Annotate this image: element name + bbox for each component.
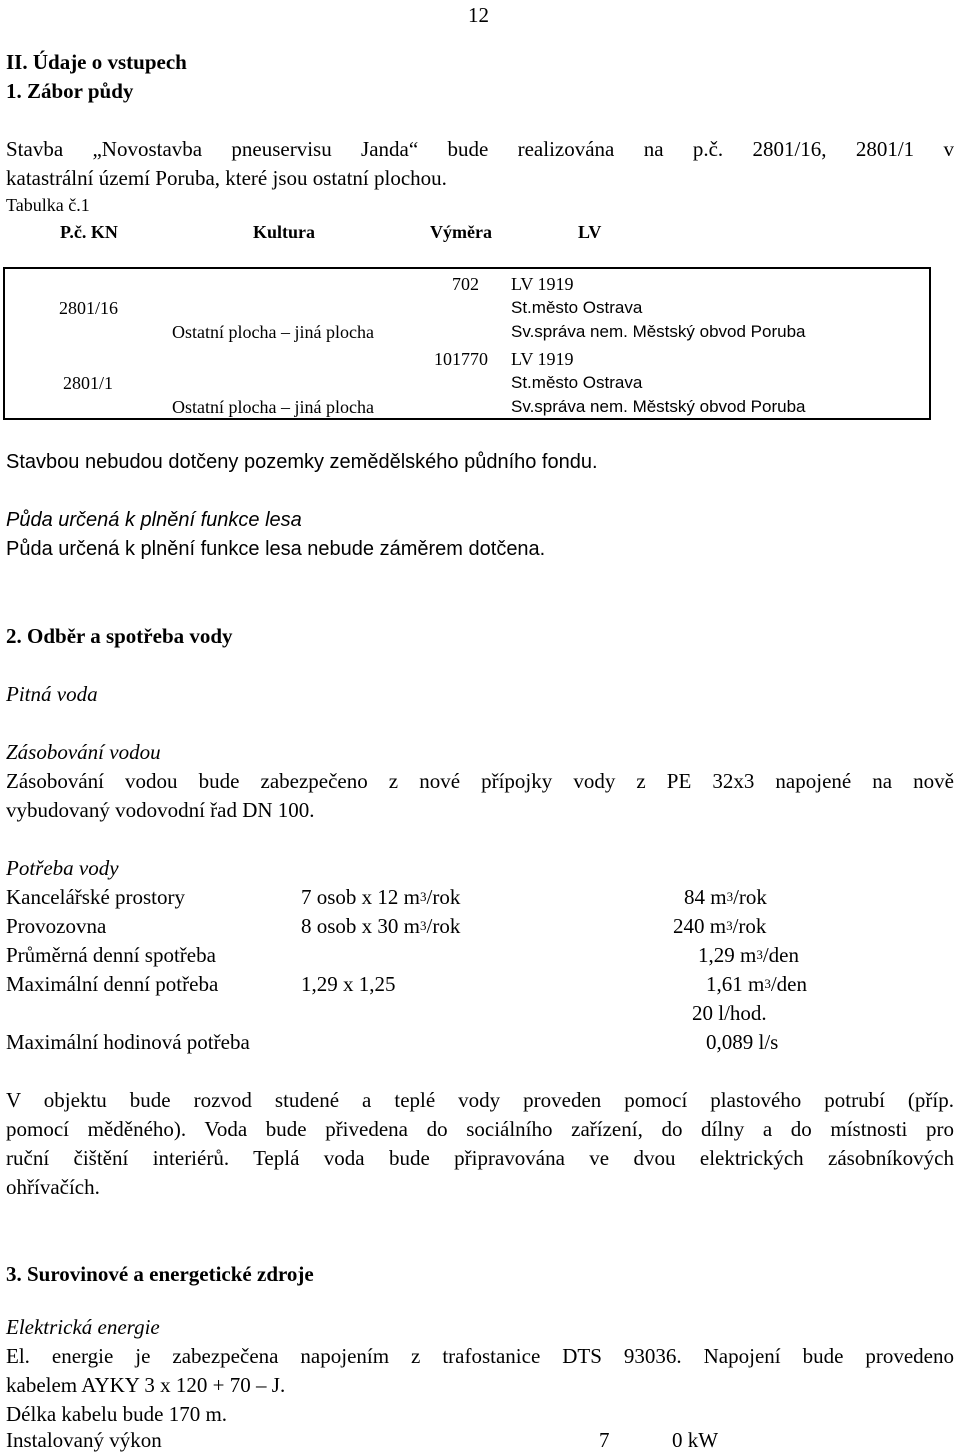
water-supply-line-1: Zásobování vodou bude zabezpečeno z nové přípojky vody z PE 32x3 napojené na nově bbox=[6, 769, 954, 793]
page-number: 12 bbox=[468, 3, 489, 27]
water-distribution-line-4: ohřívačích. bbox=[6, 1175, 100, 1199]
water-need-calc-office: 7 osob x 12 $m^3$/rok bbox=[301, 885, 461, 909]
zpf-note: Stavbou nebudou dotčeny pozemky zemědělského půdního fondu. bbox=[6, 451, 598, 473]
table-row-2-lv-admin: Sv.správa nem. Městský obvod Poruba bbox=[511, 397, 806, 416]
water-need-calc-workshop: 8 osob x 30 $m^3$/rok bbox=[301, 914, 461, 938]
table-row-2-parcel: 2801/1 bbox=[63, 373, 114, 393]
table-row-1-culture: Ostatní plocha – jiná plocha bbox=[172, 322, 374, 342]
electric-energy-line-3: Délka kabelu bude 170 m. bbox=[6, 1402, 228, 1426]
water-need-label-average: Průměrná denní spotřeba bbox=[6, 943, 216, 967]
installed-power-value-a: 7 bbox=[599, 1428, 610, 1452]
section-heading: II. Údaje o vstupech bbox=[6, 50, 187, 74]
drinking-water-title: Pitná voda bbox=[6, 682, 98, 706]
table-header-culture: Kultura bbox=[253, 222, 316, 242]
intro-line-1: Stavba „Novostavba pneuservisu Janda“ bude realizována na p.č. 2801/16, 2801/1 v bbox=[6, 137, 954, 161]
water-need-result-hourly-flow: 20 l/hod. bbox=[692, 1001, 767, 1025]
table-row-2-lv-number: LV 1919 bbox=[511, 349, 574, 369]
installed-power-value-b: 0 kW bbox=[672, 1428, 719, 1452]
water-need-result-workshop: 240 $m^3$/rok bbox=[673, 914, 767, 938]
subsection-heading-land: 1. Zábor půdy bbox=[6, 79, 134, 103]
water-need-label-max-daily: Maximální denní potřeba bbox=[6, 972, 219, 996]
table-row-2-culture: Ostatní plocha – jiná plocha bbox=[172, 397, 374, 417]
water-need-label-max-hourly: Maximální hodinová potřeba bbox=[6, 1030, 250, 1054]
table-header-parcel: P.č. KN bbox=[60, 222, 118, 242]
water-need-result-average: 1,29 $m^3$/den bbox=[698, 943, 799, 967]
installed-power-label: Instalovaný výkon bbox=[6, 1428, 162, 1452]
table-row-1-lv-admin: Sv.správa nem. Městský obvod Poruba bbox=[511, 322, 806, 341]
table-header-lv: LV bbox=[578, 222, 602, 242]
water-distribution-line-2: pomocí měděného). Voda bude přivedena do sociálního zařízení, do dílny a do místnosti pro bbox=[6, 1117, 954, 1141]
energy-heading: 3. Surovinové a energetické zdroje bbox=[6, 1262, 314, 1286]
table-row-1-lv-number: LV 1919 bbox=[511, 274, 574, 294]
water-need-label-office: Kancelářské prostory bbox=[6, 885, 186, 909]
water-need-label-workshop: Provozovna bbox=[6, 914, 107, 938]
water-distribution-line-3: ruční čištění interiérů. Teplá voda bude připravována ve dvou elektrických zásobníkových bbox=[6, 1146, 954, 1170]
water-supply-line-2: vybudovaný vodovodní řad DN 100. bbox=[6, 798, 315, 822]
table-row-1-area: 702 bbox=[452, 274, 479, 294]
water-supply-title: Zásobování vodou bbox=[6, 740, 161, 764]
electric-energy-title: Elektrická energie bbox=[6, 1315, 160, 1339]
table-caption: Tabulka č.1 bbox=[6, 195, 90, 215]
table-row-1-lv-owner: St.město Ostrava bbox=[511, 298, 643, 317]
table-row-2-area: 101770 bbox=[434, 349, 488, 369]
water-need-calc-max-daily: 1,29 x 1,25 bbox=[301, 972, 396, 996]
intro-line-2: katastrální území Poruba, které jsou ostatní plochou. bbox=[6, 166, 447, 190]
table-row-1-parcel: 2801/16 bbox=[59, 298, 119, 318]
water-distribution-line-1: V objektu bude rozvod studené a teplé vody proveden pomocí plastového potrubí (příp. bbox=[6, 1088, 954, 1112]
electric-energy-line-1: El. energie je zabezpečena napojením z trafostanice DTS 93036. Napojení bude provedeno bbox=[6, 1344, 954, 1368]
electric-energy-line-2: kabelem AYKY 3 x 120 + 70 – J. bbox=[6, 1373, 286, 1397]
water-need-result-office: 84 $m^3$/rok bbox=[684, 885, 767, 909]
forest-text: Půda určená k plnění funkce lesa nebude záměrem dotčena. bbox=[6, 538, 546, 560]
table-row-2-lv-owner: St.město Ostrava bbox=[511, 373, 643, 392]
water-need-result-max-daily: 1,61 $m^3$/den bbox=[706, 972, 807, 996]
water-heading: 2. Odběr a spotřeba vody bbox=[6, 624, 233, 648]
water-need-title: Potřeba vody bbox=[6, 856, 119, 880]
table-header-area: Výměra bbox=[430, 222, 492, 242]
forest-title: Půda určená k plnění funkce lesa bbox=[6, 509, 302, 531]
water-need-result-max-hourly: 0,089 l/s bbox=[706, 1030, 779, 1054]
